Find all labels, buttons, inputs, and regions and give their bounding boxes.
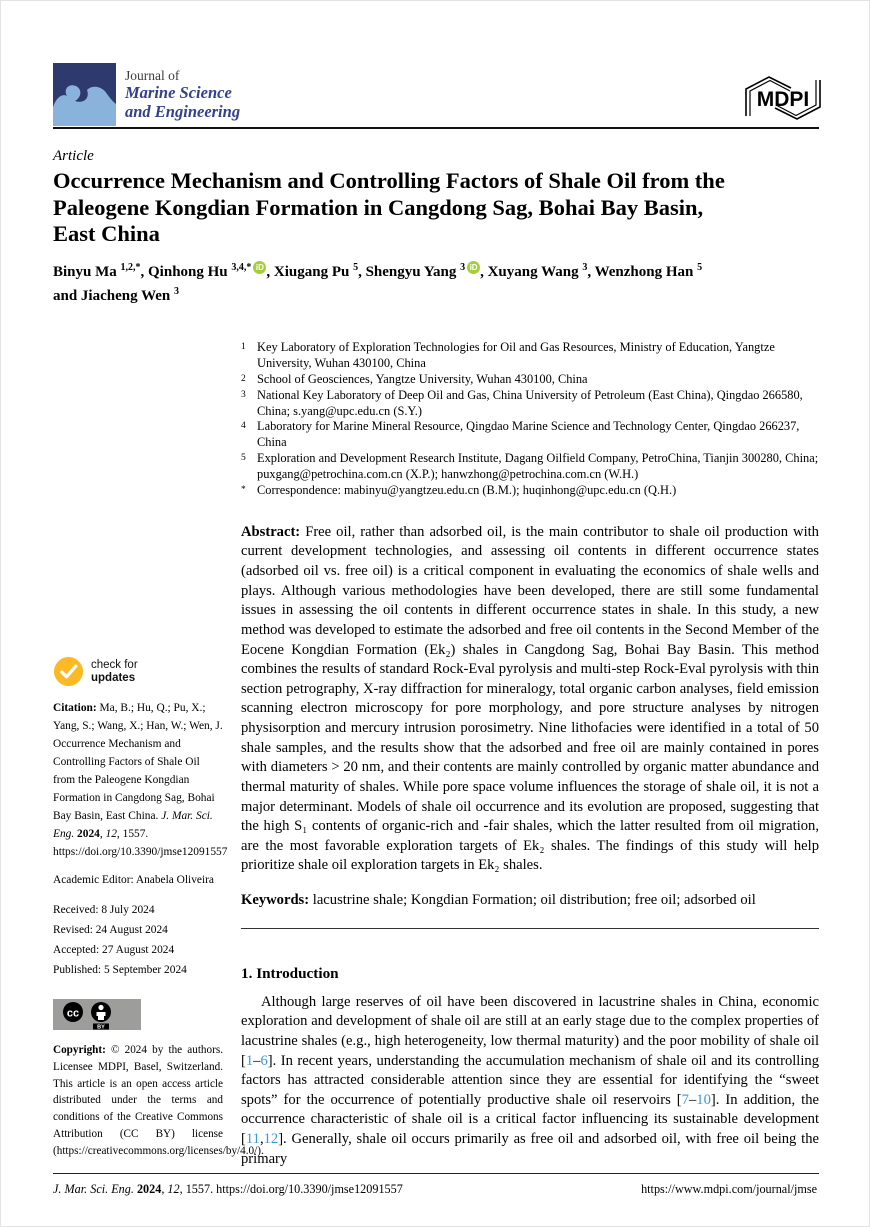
citation-label: Citation: [53,702,97,714]
reference-link[interactable]: 7 [681,1091,689,1108]
academic-editor: Academic Editor: Anabela Oliveira [53,874,214,887]
article-date: Published: 5 September 2024 [53,964,187,977]
author-affiliation-sup: 5 [353,262,359,273]
article-date: Revised: 24 August 2024 [53,923,168,936]
affiliation-text: Exploration and Development Research Institute, Dagang Oilfield Company, PetroChina, Tianjin 300280, China; puxgang@petrochina.com.cn (X.P.); hanwzhong@petrochina.com.cn (W.H.) [257,451,819,481]
cc-by-license-icon[interactable] [53,999,141,1030]
check-for-updates-line2: updates [91,671,136,684]
affiliation-marker: * [241,484,246,495]
mdpi-logo-icon [739,71,827,125]
author-affiliation-sup: 3 [460,262,466,273]
abstract-label: Abstract: [241,523,301,540]
author-name: Qinhong Hu $^{3,4,*}$ iD [148,264,266,280]
author-affiliation-sup: 1,2,* [120,262,141,273]
keywords [241,891,819,911]
italic-text: 12 [167,1182,180,1196]
copyright-label: Copyright: [53,1044,106,1056]
reference-link[interactable]: 1 [245,1052,254,1069]
check-for-updates-badge[interactable] [53,656,223,687]
svg-text:BY: BY [97,1024,105,1030]
affiliation-list [241,340,819,499]
header-rule [53,127,819,129]
affiliation-row [241,388,819,420]
check-for-updates-line1: check for [91,658,138,671]
article-dates [53,902,223,980]
affiliation-text: National Key Laboratory of Deep Oil and Gas, China University of Petroleum (East China), Qingdao 266580, China; s.yang@upc.edu.cn (S.Y.) [257,387,803,418]
article-date: Accepted: 27 August 2024 [53,944,175,957]
reference-link[interactable]: 10 [696,1091,711,1108]
affiliation-row [241,340,819,372]
author-name: Xuyang Wang $^3$ [487,262,588,280]
main-column [241,340,819,1184]
affiliation-marker: 1 [241,342,246,352]
affiliation-row [241,483,819,499]
author-affiliation-sup: 3 [174,286,180,298]
affiliation-text: Key Laboratory of Exploration Technologies for Oil and Gas Resources, Ministry of Education, Yangtze University, Wuhan 430100, China [257,340,775,370]
journal-name-line1: Journal of [125,68,180,83]
affiliation-marker: 2 [241,373,246,384]
author-name: Xiugang Pu $^5$ [273,262,359,280]
keywords-divider [241,928,819,929]
author-name: Shengyu Yang $^3$ iD [366,264,480,280]
reference-link[interactable]: 11 [245,1131,260,1147]
journal-name-line2: Marine Science [125,83,232,103]
author-affiliation-sup: 5 [697,262,703,273]
bold-text: 2024 [136,1182,162,1196]
check-for-updates-text [91,659,138,685]
copyright-text: © 2024 by the authors. Licensee MDPI, Basel, Switzerland. This article is an open access article distributed under the terms and conditions of the Creative Commons Attribution (CC BY) license (https://creativecommons.org/licenses/by/4.0/). [53,1044,264,1157]
journal-name-line3: and Engineering [125,101,241,121]
reference-link[interactable]: 6 [260,1052,268,1069]
affiliation-row [241,451,819,483]
svg-text:MDPI: MDPI [756,88,810,111]
affiliation-row [241,419,819,451]
author-list: Binyu Ma $^{1,2,*}$, Qinhong Hu $^{3,4,*}$ iD , Xiugang Pu $^5$, Shengyu Yang $^3$ iD , Xuyang Wang $^3$, Wenzhong Han $^5$ and Jiacheng Wen $^3$ [53,262,703,305]
keywords-label: Keywords: [241,892,310,908]
author-name: and Jiacheng Wen $^3$ [53,286,180,305]
abstract [241,523,819,876]
reference-link[interactable]: 12 [263,1131,279,1147]
svg-text:cc: cc [66,1007,80,1020]
affiliation-text: Correspondence: mabinyu@yangtzeu.edu.cn (B.M.); huqinhong@upc.edu.cn (Q.H.) [257,482,677,497]
citation-block [53,699,228,861]
author-affiliation-sup: 3 [582,262,588,273]
footer-citation: J. Mar. Sci. Eng. 2024, 12, 1557. https://doi.org/10.3390/jmse12091557 [53,1182,403,1196]
affiliation-text: School of Geosciences, Yangtze University, Wuhan 430100, China [257,371,588,386]
mdpi-logo [739,71,827,125]
affiliation-text: Laboratory for Marine Mineral Resource, Qingdao Marine Science and Technology Center, Qingdao 266237, China [257,419,800,450]
orcid-icon[interactable]: iD [467,261,480,274]
keywords-text: lacustrine shale; Kongdian Formation; oil distribution; free oil; adsorbed oil [312,892,756,908]
introduction-paragraph: Although large reserves of oil have been discovered in lacustrine shales in China, economic exploration and development of shale oil are still at an early stage due to the complex properties of lacustrine shales (e.g., high heterogeneity, low thermal maturity) and the poor mobility of shale oil [1–6]. In recent years, understanding the accumulation mechanism of shale oil and its controlling factors has attracted considerable attention since they are essential for identifying the “sweet spots” for the occurrence of potentially productive shale oil reservoirs [7–10]. In addition, the occurrence characteristic of shale oil is a critical factor influencing its sustainable development [11,12]. Generally, shale oil occurs primarily as free oil and adsorbed oil, with free oil being the primary [241,993,819,1167]
affiliation-marker: 5 [241,453,246,464]
abstract-text: Free oil, rather than adsorbed oil, is the main contributor to shale oil production with current development technologies, and assessing oil contents in different occurrence states (adsorbed oil vs. free oil) is a critical component in evaluating the economics of shale wells and plays. Although various methodologies have been developed, there are still some fundamental issues in assessing the oil contents in different occurrence states in shale. In this study, a new method was developed to estimate the adsorbed and free oil contents in the Second Member of the Eocene Kongdian Formation (Ek₂) shales in Cangdong Sag, Bohai Bay Basin. This method combines the results of standard Rock-Eval pyrolysis and multi-step Rock-Eval pyrolysis with thin section petrography, X-ray diffraction for mineralogy, total organic carbon analyses, field emission scanning electron microscopy for pore morphology, and pore structure analyses by nitrogen physisorption and mercury intrusion porosimetry. Nine lithofacies were identified in a total of 50 shale samples, and the results show that the adsorbed and free oil are mainly contained in pores with diameters > 20 nm, and their contents are mainly controlled by organic matter abundance and thermal maturity of shales. While pore space volume influences the storage of shale oil, it is not a major determinant. Models of shale oil occurrence and its evolution are proposed, suggesting that the high S₁ contents of organic-rich and -fair shales, which the latter resulted from oil migration, are the most favorable exploration targets of Ek₂ shales. The findings of this study will help prioritize shale oil exploration targets in Ek₂ shales. [241,523,819,874]
footer-journal-url: https://www.mdpi.com/journal/jmse [641,1182,817,1196]
affiliation-marker: 4 [241,421,246,432]
check-for-updates-icon [53,656,84,687]
article-type-label: Article [53,148,94,164]
bold-text: 2024 [77,828,100,841]
article-date: Received: 8 July 2024 [53,903,155,916]
citation-text: Ma, B.; Hu, Q.; Pu, X.; Yang, S.; Wang, X.; Han, W.; Wen, J. Occurrence Mechanism and Controlling Factors of Shale Oil from the Paleogene Kongdian Formation in Cangdong Sag, Bohai Bay Basin, East China. J. Mar. Sci. Eng. 2024, 12, 1557. https://doi.org/10.3390/jmse12091557 [53,702,228,859]
author-name: Wenzhong Han $^5$ [594,262,703,280]
journal-name [125,68,240,121]
journal-logo [53,63,116,126]
affiliation-row [241,372,819,388]
affiliation-marker: 3 [241,389,246,400]
italic-text: J. Mar. Sci. Eng. [53,1182,137,1196]
author-affiliation-sup: 3,4,* [231,262,252,273]
italic-text: J. Mar. Sci. Eng. [53,810,213,841]
section-heading-introduction: 1. Introduction [241,964,339,982]
paper-title: Occurrence Mechanism and Controlling Factors of Shale Oil from the Paleogene Kongdian Formation in Cangdong Sag, Bohai Bay Basin, East China [53,168,725,247]
orcid-icon[interactable]: iD [253,261,266,274]
italic-text: 12 [105,828,117,841]
author-name: Binyu Ma $^{1,2,*}$ [53,262,141,280]
footer-rule [53,1173,819,1174]
journal-wave-icon [53,63,116,126]
